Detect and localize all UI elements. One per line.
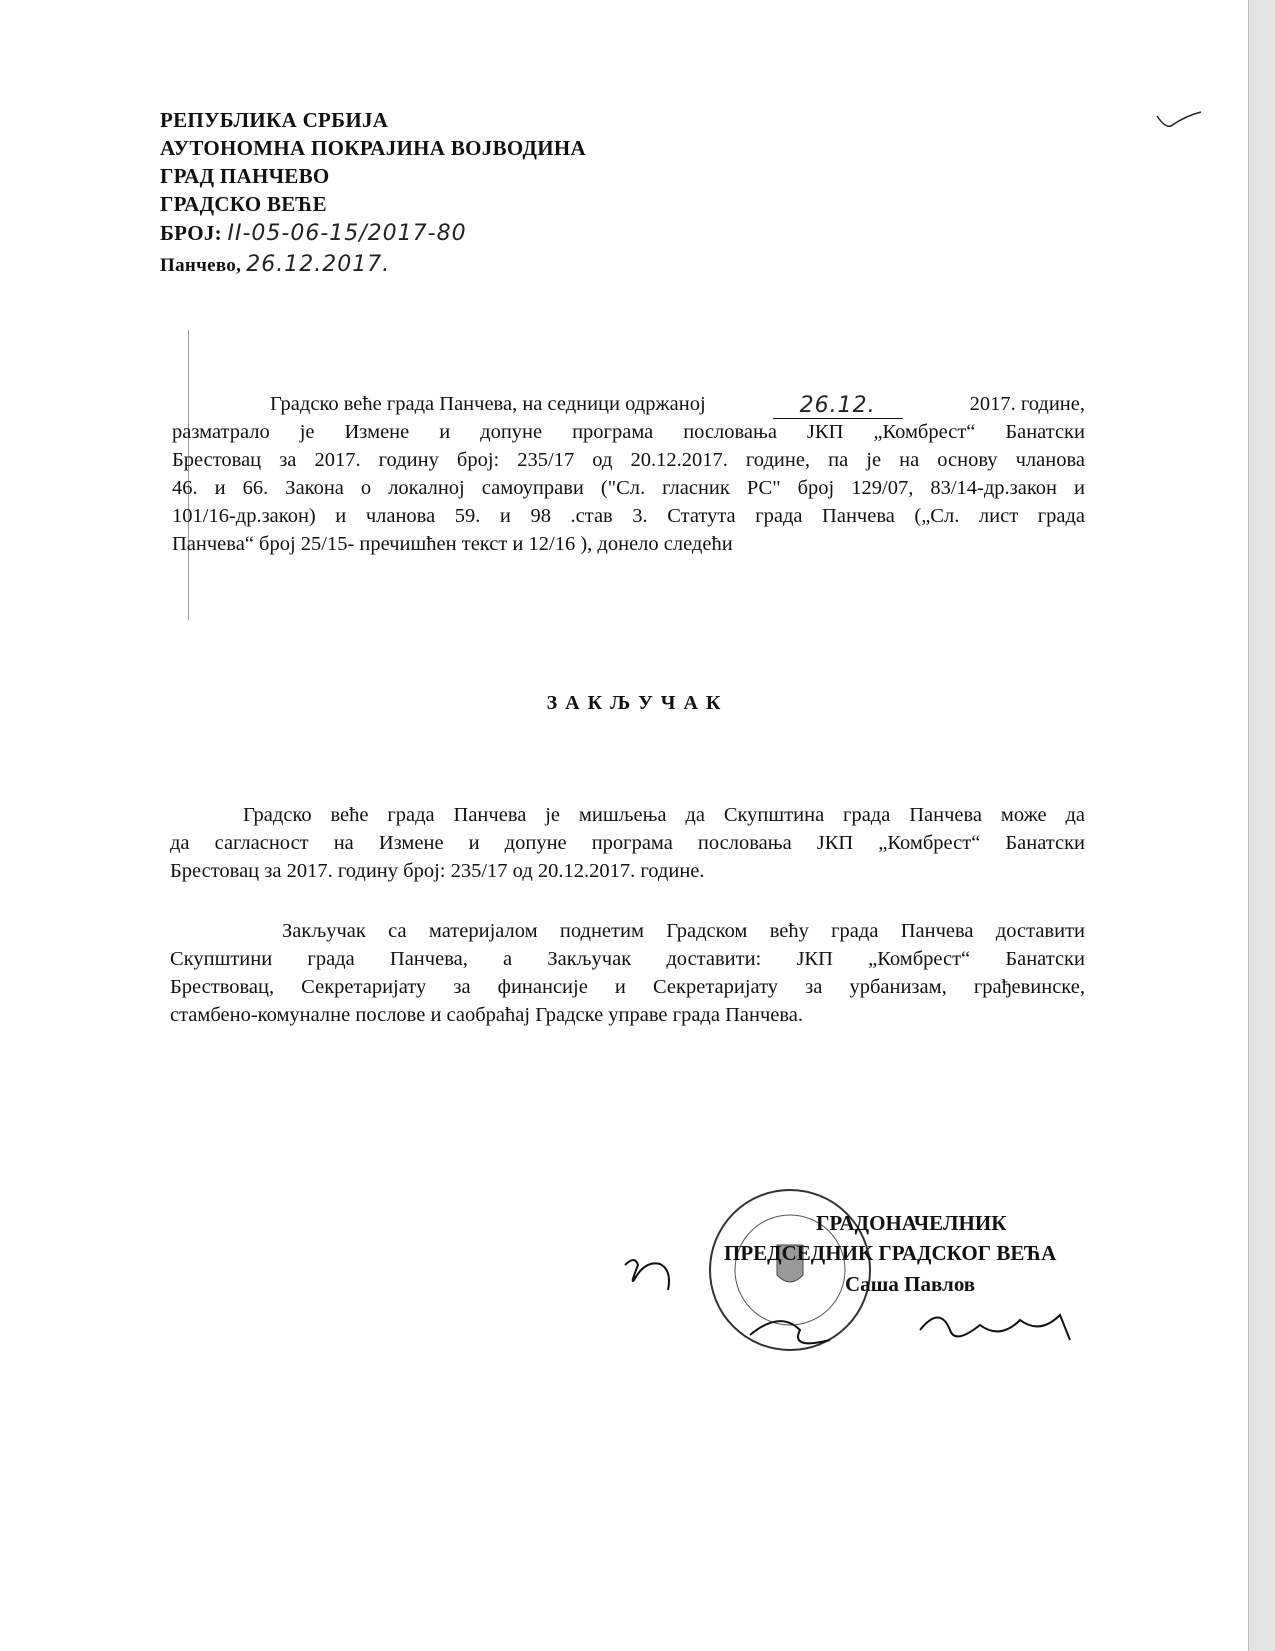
initials-handwritten	[620, 1250, 680, 1295]
session-date-handwritten: 26.12.	[799, 393, 876, 418]
signature-title: ГРАДОНАЧЕЛНИК	[816, 1211, 1007, 1235]
scan-line	[188, 330, 189, 620]
number-handwritten: II-05-06-15/2017-80	[227, 221, 467, 246]
number-label: БРОЈ:	[160, 221, 222, 245]
para2-line: Скупштини града Панчева, а Закључак доставити: ЈКП „Комбрест“ Банатски	[170, 948, 1085, 970]
intro-line: Брестовац за 2017. годину број: 235/17 од 20.12.2017. године, па је на основу чланова	[172, 449, 1085, 471]
signature-handwritten	[740, 1300, 1100, 1360]
document-title: ЗАКЉУЧАК	[546, 692, 729, 714]
para1-line: Градско веће града Панчева је мишљења да Скупштина града Панчева може да	[243, 804, 1085, 826]
place-label: Панчево,	[160, 255, 242, 276]
para2-line: стамбено-комуналне послове и саобраћај Градске управе града Панчева.	[170, 1004, 803, 1026]
intro-line: Панчева“ број 25/15- пречишћен текст и 12/16 ), донело следећи	[172, 533, 733, 555]
header-line: ГРАДСКО ВЕЋЕ	[160, 192, 327, 216]
check-mark-icon	[1155, 108, 1205, 133]
intro-line	[270, 393, 1085, 419]
para2-line: Брествовац, Секретаријату за финансије и Секретаријату за урбанизам, грађевинске,	[170, 976, 1085, 998]
header-line: ГРАД ПАНЧЕВО	[160, 164, 330, 188]
intro-text: Градско веће града Панчева, на седници одржаној	[270, 393, 706, 415]
intro-line: 101/16-др.закон) и чланова 59. и 98 .став 3. Статута града Панчева („Сл. лист града	[172, 505, 1085, 527]
intro-line: разматрало је Измене и допуне програма пословања ЈКП „Комбрест“ Банатски	[172, 421, 1085, 443]
intro-text: 2017. године,	[969, 393, 1085, 415]
intro-line: 46. и 66. Закона о локалној самоуправи ("Сл. гласник РС" број 129/07, 83/14-др.закон и	[172, 477, 1085, 499]
document-number	[160, 221, 467, 246]
signature-title: ПРЕДСЕДНИК ГРАДСКОГ ВЕЋА	[724, 1241, 1057, 1265]
document-date	[160, 252, 390, 277]
signatory-name: Саша Павлов	[845, 1272, 976, 1296]
page-edge	[1248, 0, 1275, 1651]
para1-line: Брестовац за 2017. годину број: 235/17 од 20.12.2017. године.	[170, 860, 705, 882]
para2-line: Закључак са материјалом поднетим Градском већу града Панчева доставити	[282, 920, 1085, 942]
date-handwritten: 26.12.2017.	[246, 252, 391, 277]
header-line: РЕПУБЛИКА СРБИЈА	[160, 108, 389, 132]
header-line: АУТОНОМНА ПОКРАЈИНА ВОЈВОДИНА	[160, 136, 586, 160]
para1-line: да сагласност на Измене и допуне програма пословања ЈКП „Комбрест“ Банатски	[170, 832, 1085, 854]
